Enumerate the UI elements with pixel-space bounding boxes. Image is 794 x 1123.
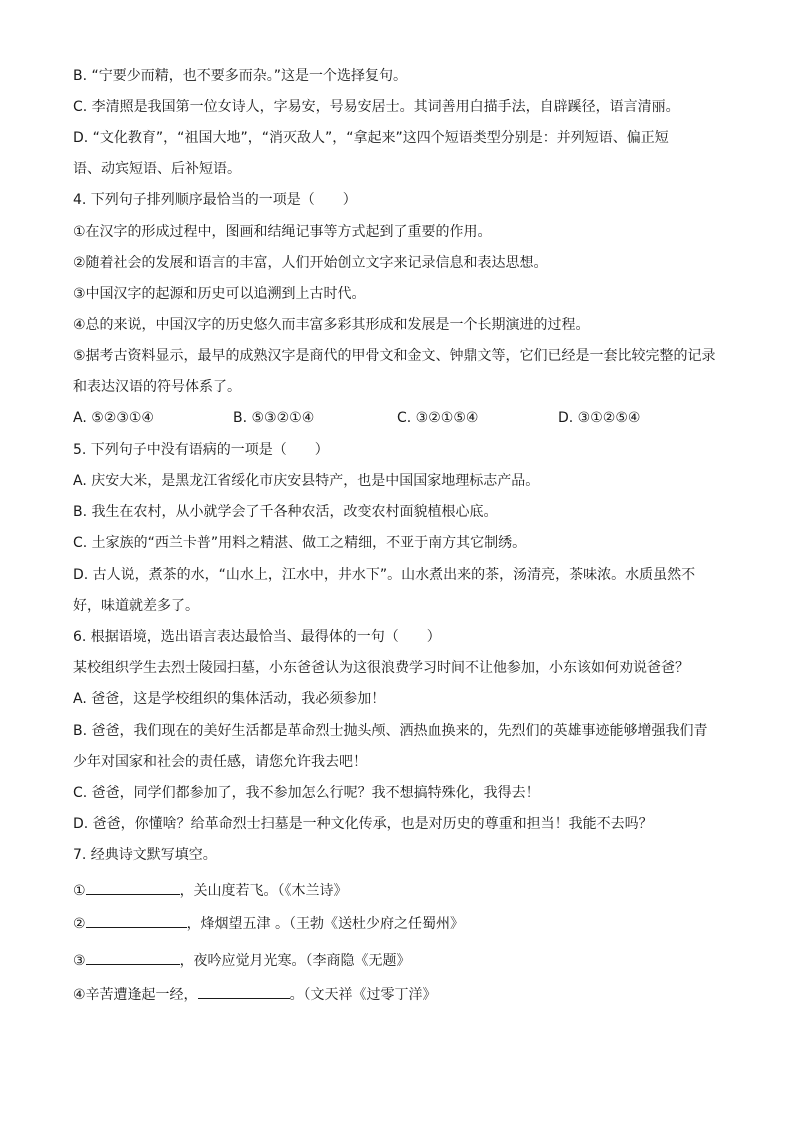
q4-sentence-5-line2: 和表达汉语的符号体系了。 — [73, 379, 241, 395]
fill-blank-1 — [73, 879, 723, 901]
fill-blank-3 — [73, 949, 723, 971]
q6-option-d[interactable]: D. 爸爸，你懂啥？给革命烈士扫墓是一种文化传承，也是对历史的尊重和担当！我能不去吗？ — [73, 816, 653, 832]
question-7-title: 7. 经典诗文默写填空。 — [73, 847, 217, 863]
q4-option-d[interactable]: D. ③①②⑤④ — [558, 410, 641, 426]
q6-context: 某校组织学生去烈士陵园扫墓，小东爸爸认为这很浪费学习时间不让他参加，小东该如何劝说爸爸？ — [73, 660, 689, 676]
fill-blank-2-prefix: ② — [73, 916, 86, 932]
q4-option-b[interactable]: B. ⑤③②①④ — [233, 410, 315, 426]
q4-option-a[interactable]: A. ⑤②③①④ — [73, 410, 154, 426]
fill-blank-1-prefix: ① — [73, 883, 86, 899]
q5-option-b[interactable]: B. 我生在农村，从小就学会了千各种农活，改变农村面貌植根心底。 — [73, 504, 498, 520]
q3-option-d-line1: D. “文化教育”，“祖国大地”，“消灭敌人”，“拿起来”这四个短语类型分别是：并列短语、偏正短 — [73, 130, 669, 146]
fill-blank-3-text: ，夜吟应觉月光寒。（李商隐《无题》 — [179, 953, 411, 969]
fill-blank-4-text-after: 。（文天祥《过零丁洋》 — [289, 987, 437, 1003]
fill-blank-1-text: ，关山度若飞。（《木兰诗》 — [179, 883, 348, 899]
q3-option-d-line2: 语、动宾短语、后补短语。 — [73, 161, 241, 177]
q6-option-c[interactable]: C. 爸爸，同学们都参加了，我不参加怎么行呢？我不想搞特殊化，我得去！ — [73, 785, 540, 801]
q5-option-d-line1[interactable]: D. 古人说，煮茶的水，“山水上，江水中，井水下”。山水煮出来的茶，汤清亮，茶味浓。水质虽然不 — [73, 567, 696, 583]
q4-sentence-3: ③中国汉字的起源和历史可以追溯到上古时代。 — [73, 286, 366, 302]
q5-option-a[interactable]: A. 庆安大米，是黑龙江省绥化市庆安县特产，也是中国国家地理标志产品。 — [73, 473, 540, 489]
q4-sentence-4: ④总的来说，中国汉字的历史悠久而丰富多彩其形成和发展是一个长期演进的过程。 — [73, 317, 590, 333]
q6-option-b-line1[interactable]: B. 爸爸，我们现在的美好生活都是革命烈士抛头颅、洒热血换来的，先烈们的英雄事迹能够增强我们青 — [73, 723, 708, 739]
question-5-title: 5. 下列句子中没有语病的一项是（ ） — [73, 442, 329, 458]
question-4-title: 4. 下列句子排列顺序最恰当的一项是（ ） — [73, 192, 357, 208]
fill-blank-4-text-before: ④辛苦遭逢起一经， — [73, 987, 198, 1003]
fill-blank-4 — [73, 983, 723, 1005]
fill-blank-2 — [73, 912, 723, 934]
q3-option-b: B. “宁要少而精，也不要多而杂。”这是一个选择复句。 — [73, 68, 408, 84]
q3-option-c: C. 李清照是我国第一位女诗人，字易安，号易安居士。其词善用白描手法，自辟蹊径，语言清丽。 — [73, 99, 680, 115]
q4-sentence-1: ①在汉字的形成过程中，图画和结绳记事等方式起到了重要的作用。 — [73, 224, 492, 240]
q6-option-a[interactable]: A. 爸爸，这是学校组织的集体活动，我必须参加！ — [73, 691, 386, 707]
q5-option-c[interactable]: C. 土家族的“西兰卡普”用料之精湛、做工之精细，不亚于南方其它制绣。 — [73, 535, 527, 551]
fill-blank-3-prefix: ③ — [73, 953, 86, 969]
blank-line-1[interactable] — [86, 879, 180, 895]
q5-option-d-line2: 好，味道就差多了。 — [73, 598, 199, 614]
q4-option-c[interactable]: C. ③②①⑤④ — [397, 410, 479, 426]
q4-sentence-2: ②随着社会的发展和语言的丰富，人们开始创立文字来记录信息和表达思想。 — [73, 255, 548, 271]
blank-line-4[interactable] — [198, 983, 290, 999]
blank-line-3[interactable] — [86, 949, 180, 965]
fill-blank-2-text: ，烽烟望五津 。（王勃《送杜少府之任蜀州》 — [186, 916, 465, 932]
q4-sentence-5-line1: ⑤据考古资料显示，最早的成熟汉字是商代的甲骨文和金文、钟鼎文等，它们已经是一套比较完整的记录 — [73, 348, 716, 364]
blank-line-2[interactable] — [86, 912, 187, 928]
question-6-title: 6. 根据语境，选出语言表达最恰当、最得体的一句（ ） — [73, 629, 441, 645]
q6-option-b-line2: 少年对国家和社会的责任感，请您允许我去吧！ — [73, 754, 367, 770]
